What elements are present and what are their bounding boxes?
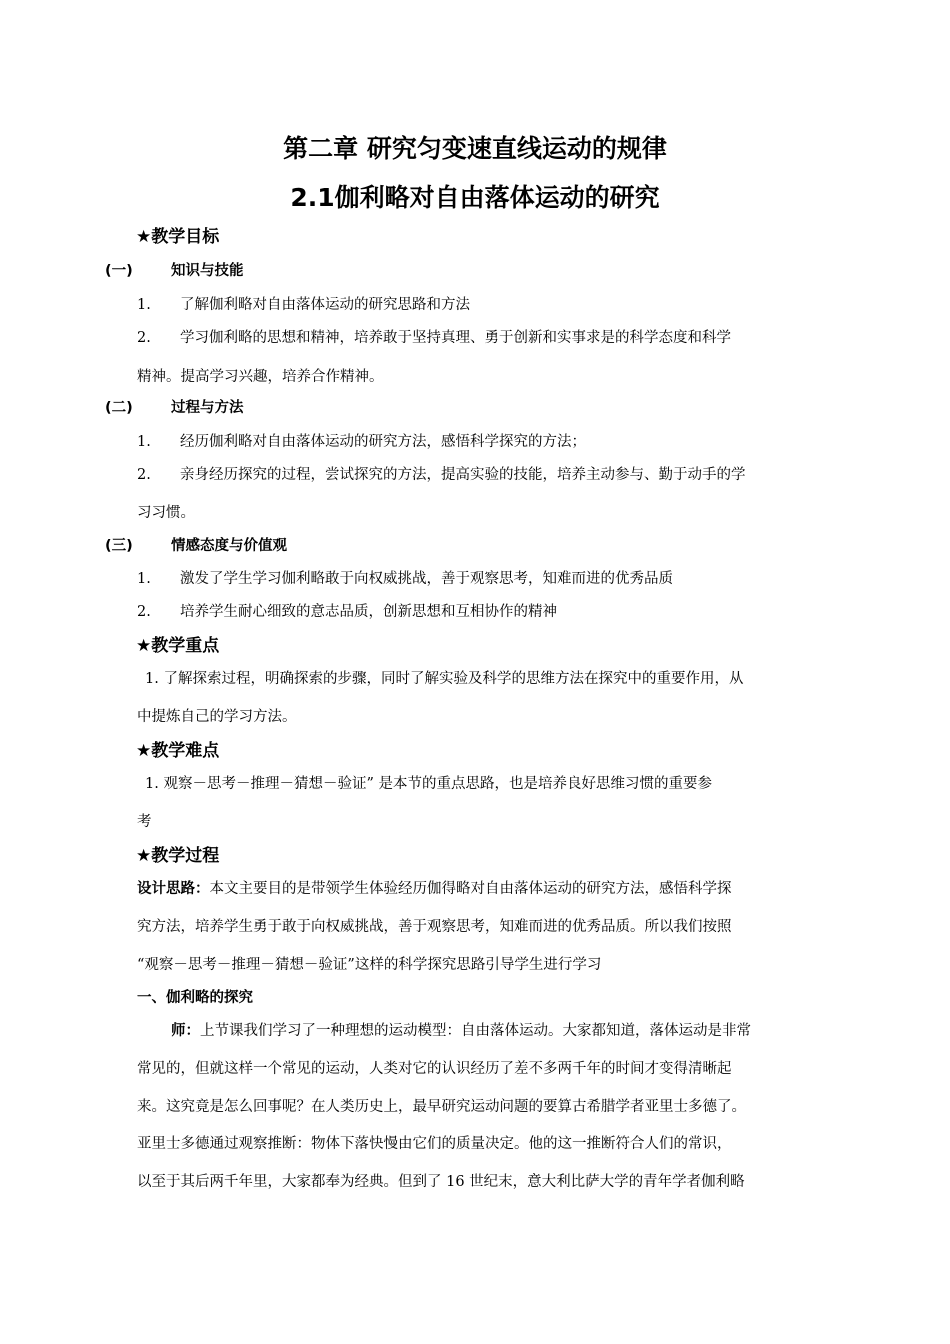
paragraph-text: 上节课我们学习了一种理想的运动模型：自由落体运动。大家都知道，落体运动是非常 [200, 1023, 751, 1039]
design-text-continued: 究方法，培养学生勇于敢于向权威挑战，善于观察思考，知难而进的优秀品质。所以我们按照 [137, 919, 732, 935]
subsection-number: (一) [105, 263, 133, 279]
chapter-title: 第二章 研究匀变速直线运动的规律 [283, 134, 667, 163]
paragraph-text: 亚里士多德通过观察推断：物体下落快慢由它们的质量决定。他的这一推断符合人们的常识， [137, 1136, 732, 1152]
key-points-heading: ★教学重点 [136, 636, 220, 656]
design-text-continued: “观察－思考－推理－猜想－验证”这样的科学探究思路引导学生进行学习 [137, 957, 602, 973]
difficulties-text: 1. 观察－思考－推理－猜想－验证” 是本节的重点思路，也是培养良好思维习惯的重要参 [145, 776, 712, 792]
item-text: 亲身经历探究的过程，尝试探究的方法，提高实验的技能，培养主动参与、勤于动手的学 [180, 467, 746, 483]
paragraph-text: 常见的，但就这样一个常见的运动，人类对它的认识经历了差不多两千年的时间才变得清晰起 [137, 1061, 732, 1077]
item-number: 2. [137, 330, 151, 346]
section-title: 2.1伽利略对自由落体运动的研究 [290, 183, 660, 212]
item-text: 学习伽利略的思想和精神，培养敢于坚持真理、勇于创新和实事求是的科学态度和科学 [180, 330, 731, 346]
design-line [137, 879, 732, 899]
paragraph-text: 以至于其后两千年里，大家都奉为经典。但到了 16 世纪末，意大利比萨大学的青年学者伽利略 [137, 1174, 745, 1190]
difficulties-text-continued: 考 [137, 814, 152, 830]
objectives-heading: ★教学目标 [136, 227, 220, 247]
item-text: 培养学生耐心细致的意志品质，创新思想和互相协作的精神 [180, 604, 557, 620]
teacher-label: 师： [171, 1023, 200, 1039]
subsection-title: 知识与技能 [171, 263, 244, 279]
key-points-text: 1. 了解探索过程，明确探索的步骤，同时了解实验及科学的思维方法在探究中的重要作用，从 [145, 671, 744, 687]
item-text: 经历伽利略对自由落体运动的研究方法，感悟科学探究的方法； [180, 434, 586, 450]
item-text: 激发了学生学习伽利略敢于向权威挑战，善于观察思考，知难而进的优秀品质 [180, 571, 673, 587]
item-number: 2. [137, 467, 151, 483]
process-heading: ★教学过程 [136, 846, 220, 866]
item-text: 了解伽利略对自由落体运动的研究思路和方法 [180, 297, 470, 313]
key-points-text-continued: 中提炼自己的学习方法。 [137, 709, 297, 725]
item-number: 1. [137, 434, 151, 450]
item-number: 1. [137, 297, 151, 313]
item-text-continued: 习习惯。 [137, 505, 195, 521]
paragraph-text: 来。这究竟是怎么回事呢？在人类历史上，最早研究运动问题的要算古希腊学者亚里士多德了。 [137, 1099, 746, 1115]
item-number: 1. [137, 571, 151, 587]
teacher-paragraph-line [171, 1021, 751, 1041]
subsection-title: 情感态度与价值观 [171, 538, 287, 554]
design-label: 设计思路： [137, 881, 210, 897]
subsection-title: 过程与方法 [171, 400, 244, 416]
item-text-continued: 精神。提高学习兴趣，培养合作精神。 [137, 369, 384, 385]
item-number: 2. [137, 604, 151, 620]
difficulties-heading: ★教学难点 [136, 741, 220, 761]
design-text: 本文主要目的是带领学生体验经历伽得略对自由落体运动的研究方法，感悟科学探 [209, 881, 732, 897]
section-heading: 一、伽利略的探究 [137, 990, 253, 1006]
subsection-number: (三) [105, 538, 133, 554]
subsection-number: (二) [105, 400, 133, 416]
